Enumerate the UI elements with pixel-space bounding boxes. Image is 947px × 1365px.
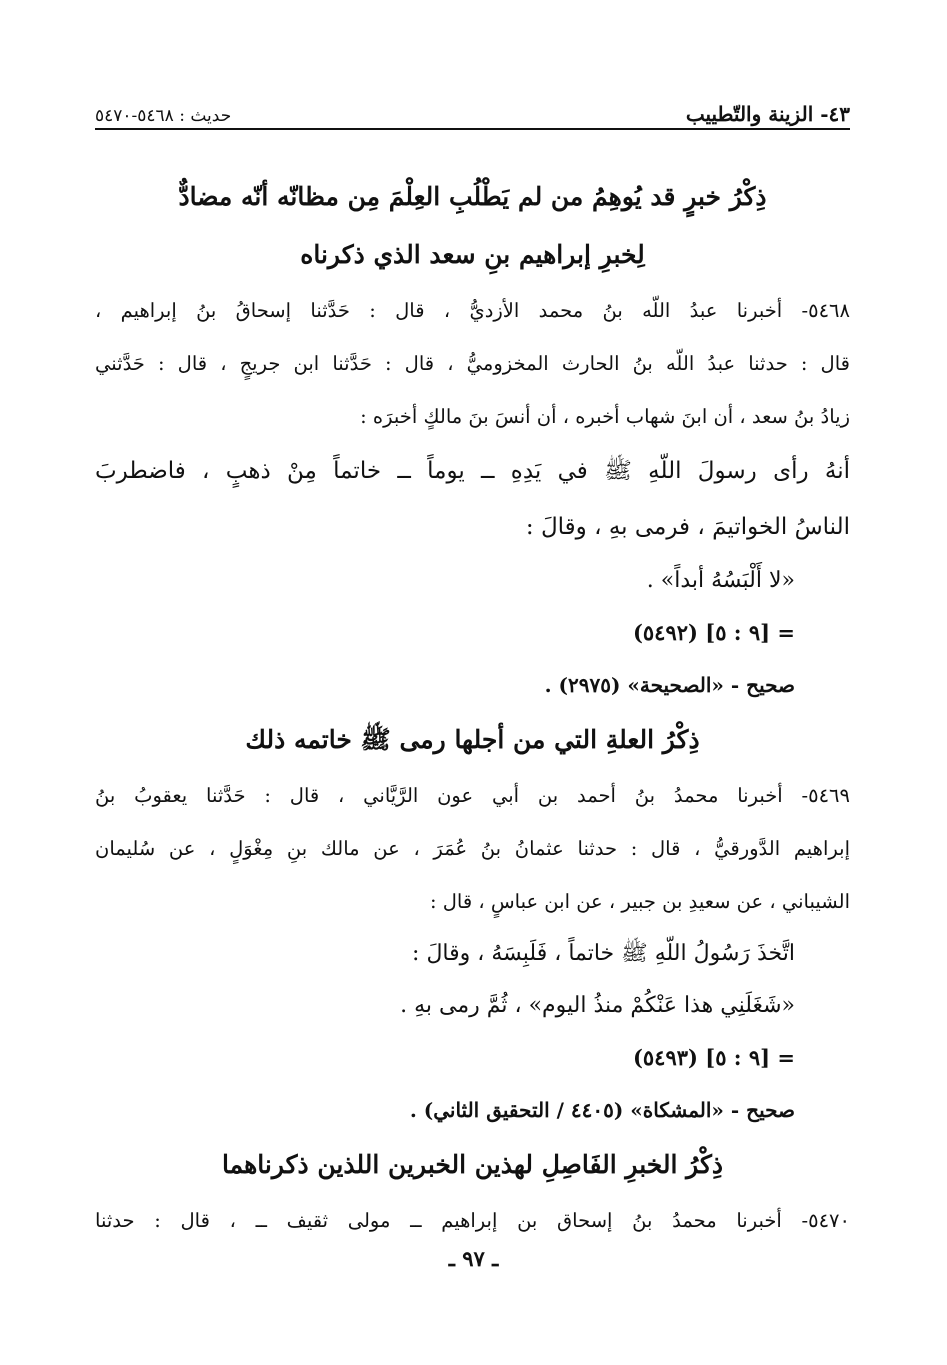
hadith-5468-matn-line-2: الناسُ الخواتيمَ ، فرمى بهِ ، وقالَ : [525, 514, 850, 540]
hadith-5469-matn-line-2: «شَغَلَنِي هذا عَنْكُمْ منذُ اليوم» ، ثُمَّ رمى بهِ . [400, 993, 795, 1018]
hadith-5468-isnad-line-1: ٥٤٦٨- أخبرنا عبدُ اللّه بنُ محمد الأزديُّ ، قال : حَدَّثنا إسحاقُ بنُ إبراهيم ، [95, 299, 850, 322]
section-heading-1a: ذِكْرُ خبرٍ قد يُوهِمُ من لم يَطْلُبِ العِلْمَ مِن مظانّه أنّه مضادٌّ [178, 182, 767, 211]
page-number: ـ ٩٧ ـ [448, 1246, 499, 1271]
page-body [95, 168, 850, 1247]
section-heading-3: ذِكْرُ الخبرِ الفَاصِلِ لهذين الخبرين اللذين ذكرناهما [222, 1150, 723, 1179]
hadith-5468-quote: «لا أَلْبَسُهُ أبداً» . [646, 568, 795, 593]
running-header [95, 92, 850, 126]
hadith-5469-isnad-line-1: ٥٤٦٩- أخبرنا محمدُ بنُ أحمد بن أبي عون الرَّيَّاني ، قال : حَدَّثنا يعقوبُ بنُ [95, 784, 850, 807]
section-heading-2: ذِكْرُ العلةِ التي من أجلها رمى ﷺ خاتمه ذلك [245, 725, 700, 754]
hadith-5469-isnad-line-2: إبراهيم الدَّورقيُّ ، قال : حدثنا عثمانُ بنُ عُمَرَ ، عن مالك بنِ مِغْوَلٍ ، عن سُليمان [95, 837, 850, 860]
hadith-5468-reference: = [٩ : ٥] (٥٤٩٢) [632, 620, 795, 645]
hadith-5468-matn-line-1: أنهُ رأى رسولَ اللّهِ ﷺ في يَدِهِ ــ يوماً ــ خاتماً مِنْ ذهبٍ ، فاضطربَ [95, 458, 850, 484]
hadith-5469-isnad-line-3: الشيباني ، عن سعيدِ بن جبير ، عن ابن عباسٍ ، قال : [429, 890, 850, 913]
hadith-5468-isnad-line-3: زيادُ بنُ سعد ، أن ابنَ شهاب أخبره ، أن أنسَ بنَ مالكٍ أخبرَه : [360, 405, 850, 428]
chapter-title: ٤٣- الزينة والتّطييب [685, 102, 850, 126]
hadith-5468-isnad-line-2: قال : حدثنا عبدُ اللّه بنُ الحارث المخزوميُّ ، قال : حَدَّثنا ابن جريجٍ ، قال : حَدَّثني [95, 352, 850, 375]
hadith-5468-grade: صحيح - «الصحيحة» (٢٩٧٥) . [544, 673, 795, 697]
hadith-5470-isnad-line-1: ٥٤٧٠- أخبرنا محمدُ بنُ إسحاق بن إبراهيم ــ مولى ثقيف ــ ، قال : حدثنا [95, 1209, 850, 1232]
header-divider [95, 128, 850, 130]
section-heading-1b: لِخبرِ إبراهيم بنِ سعد الذي ذكرناه [300, 240, 645, 269]
hadith-range: حديث : ٥٤٦٨-٥٤٧٠ [95, 106, 232, 126]
hadith-5469-reference: = [٩ : ٥] (٥٤٩٣) [632, 1045, 795, 1070]
hadith-5469-grade: صحيح - «المشكاة» (٤٤٠٥ / التحقيق الثاني) . [409, 1098, 795, 1122]
hadith-5469-matn-line-1: اتَّخذَ رَسُولُ اللّهِ ﷺ خاتماً ، فَلَبِسَهُ ، وقالَ : [412, 941, 795, 966]
